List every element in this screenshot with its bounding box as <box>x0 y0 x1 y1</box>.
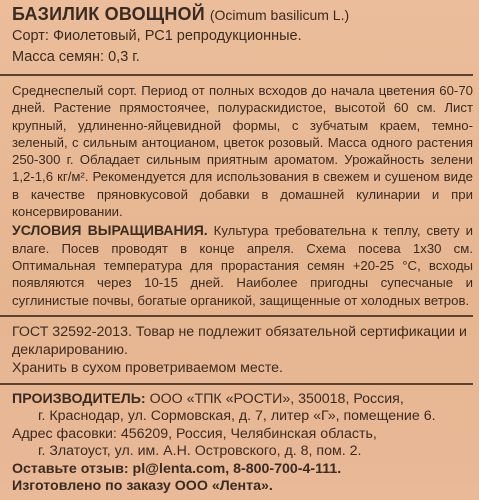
packing-address-2: г. Златоуст, ул. им. А.Н. Островского, д. 8, пом. 2. <box>38 443 362 460</box>
product-title: БАЗИЛИК ОВОЩНОЙ <box>12 4 205 24</box>
feedback-line: Оставьте отзыв: pl@lenta.com, 8-800-700-4-111. <box>12 460 342 477</box>
divider <box>0 315 473 317</box>
latin-name: (Ocimum basilicum L.) <box>209 7 350 23</box>
certification-text: ГОСТ 32592-2013. Товар не подлежит обязательной сертификации и декларированию. <box>12 323 467 358</box>
divider <box>0 74 473 76</box>
seed-mass-line: Масса семян: 0,3 г. <box>12 49 140 65</box>
certification-block <box>12 323 473 377</box>
growing-text: Культура требовательна к теплу, свету и влаге. Посев проводят в конце апреля. Схема посева 1х30 см. Оптимальная температура для прорастания семян +20-25 °С, всходы появляются через 10-15 дней. Наиболее пригодны супесчаные и суглинистые почвы, богатые органикой, защищенные от холодных ветров. <box>12 223 473 308</box>
producer-label: ПРОИЗВОДИТЕЛЬ: <box>12 390 146 407</box>
header-block <box>12 4 473 68</box>
growing-conditions <box>12 222 473 308</box>
producer-company: ООО «ТПК «РОСТИ», 350018, Россия, <box>149 390 404 407</box>
order-line: Изготовлено по заказу ООО «Лента». <box>12 478 273 495</box>
producer-block <box>12 391 473 496</box>
producer-address: г. Краснодар, ул. Сормовская, д. 7, литер «Г», помещение 6. <box>38 408 436 425</box>
packing-address-1: Адрес фасовки: 456209, Россия, Челябинская область, <box>12 425 377 442</box>
divider <box>0 383 473 385</box>
producer-line <box>12 391 473 409</box>
description-text: Среднеспелый сорт. Период от полных всходов до начала цветения 60-70 дней. Растение прямостоячее, полураскидистое, высотой 60 см. Лист крупный, удлиненно-яйцевидной формы, с зубчатым краем, темно-зеленый, с сильным антоцианом, цветок розовый. Масса одного растения 250-300 г. Обладает сильным приятным ароматом. Урожайность зелени 1,2-1,6 кг/м². Рекомендуется для использования в свежем и сушеном виде в качестве пряновкусовой добавки в домашней кулинарии и при консервировании. <box>12 83 473 220</box>
variety-line: Сорт: Фиолетовый, РС1 репродукционные. <box>12 28 302 44</box>
growing-heading: УСЛОВИЯ ВЫРАЩИВАНИЯ. <box>12 222 208 239</box>
product-title-line <box>12 4 473 26</box>
storage-text: Хранить в сухом проветриваемом месте. <box>12 359 284 376</box>
